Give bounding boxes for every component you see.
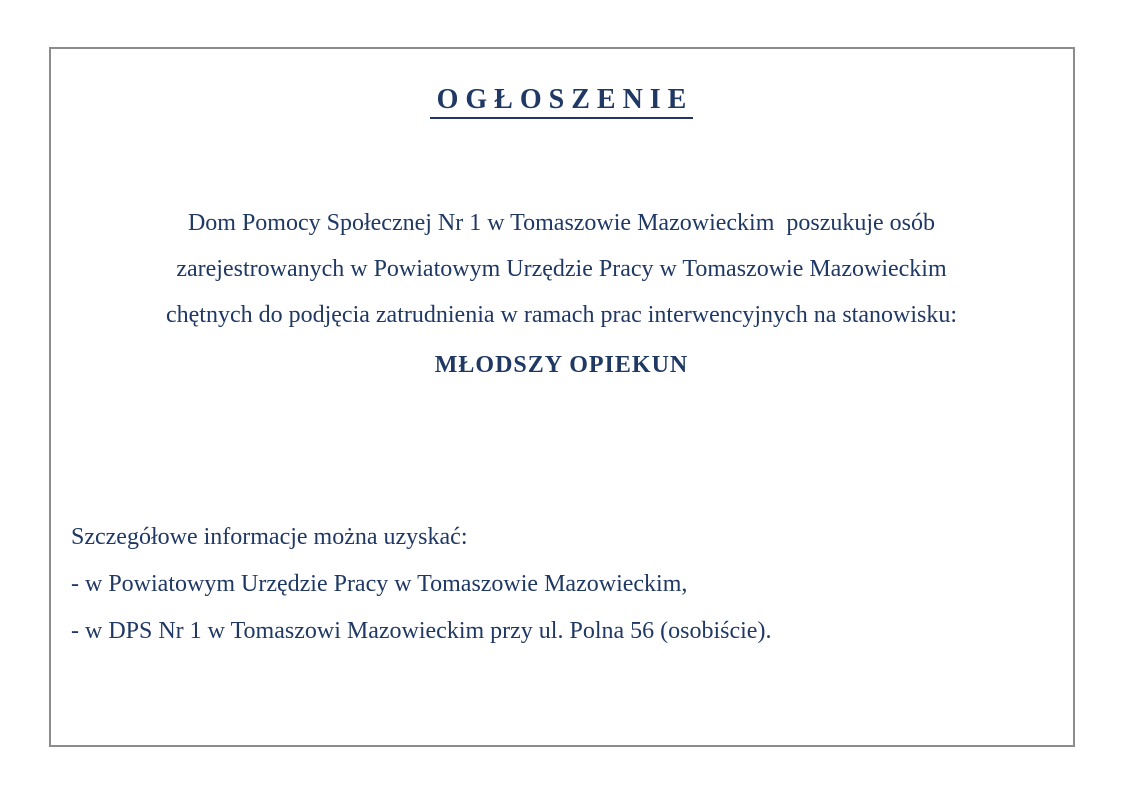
details-heading: Szczegółowe informacje można uzyskać: — [71, 524, 468, 550]
intro-line: chętnych do podjęcia zatrudnienia w ramach prac interwencyjnych na stanowisku: — [165, 302, 958, 328]
announcement-title — [0, 84, 1123, 116]
details-item: - w Powiatowym Urzędzie Pracy w Tomaszowie Mazowieckim, — [71, 571, 688, 597]
intro-line: Dom Pomocy Społecznej Nr 1 w Tomaszowie Mazowieckim poszukuje osób — [187, 210, 936, 236]
details-section — [71, 514, 771, 655]
intro-line: zarejestrowanych w Powiatowym Urzędzie Pracy w Tomaszowie Mazowieckim — [176, 256, 947, 282]
announcement-intro — [0, 200, 1123, 338]
position-title: MŁODSZY OPIEKUN — [434, 352, 689, 378]
announcement-title-text: OGŁOSZENIE — [430, 84, 694, 119]
details-item: - w DPS Nr 1 w Tomaszowi Mazowieckim przy ul. Polna 56 (osobiście). — [71, 618, 772, 644]
